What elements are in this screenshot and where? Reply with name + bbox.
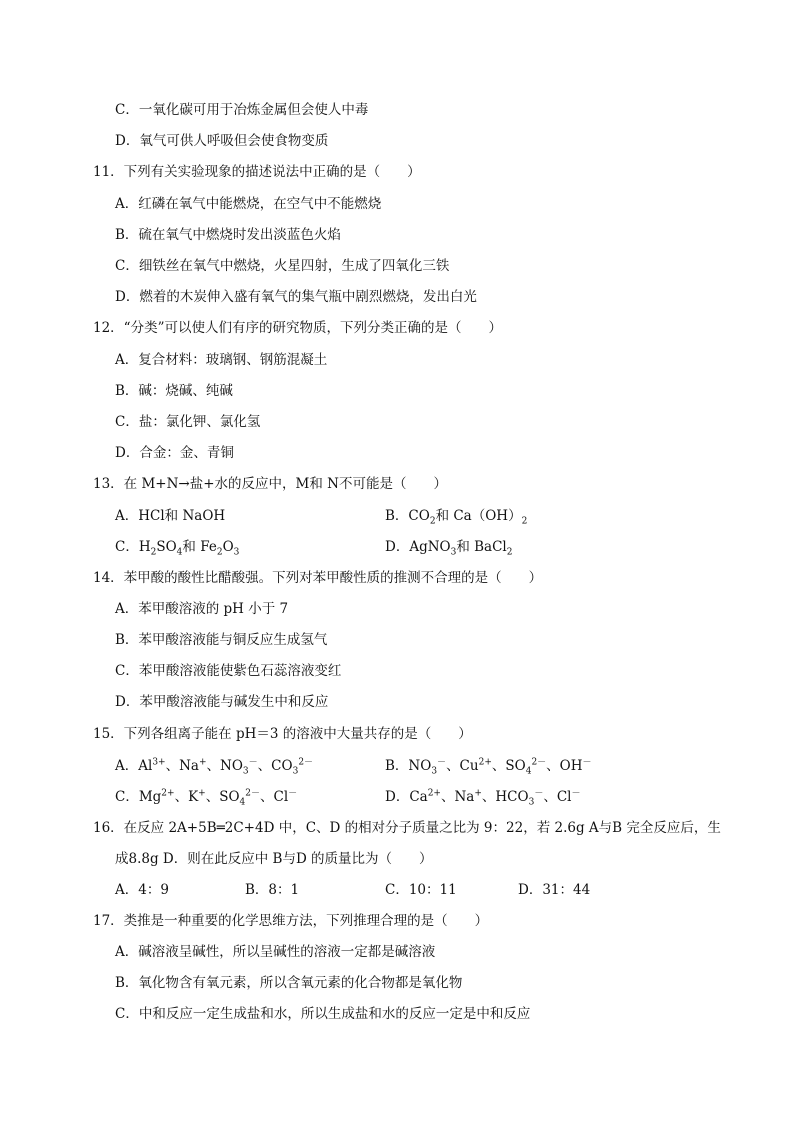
q14-option-c: C．苯甲酸溶液能使紫色石蕊溶液变红: [115, 663, 342, 679]
q16-option-b: B．8：1: [245, 882, 300, 898]
q14-option-a: A．苯甲酸溶液的 pH 小于 7: [115, 601, 289, 617]
q12-option-d: D．合金：金、青铜: [115, 445, 234, 461]
q11-option-d: D．燃着的木炭伸入盛有氧气的集气瓶中剧烈燃烧，发出白光: [115, 289, 477, 305]
q16-option-a: A．4：9: [115, 882, 169, 898]
q11-option-a: A．红磷在氧气中能燃烧，在空气中不能燃烧: [115, 196, 382, 212]
q17-stem: 17．类推是一种重要的化学思维方法，下列推理合理的是（ ）: [93, 913, 489, 929]
q13-option-d: D．AgNO$_3$和 BaCl$_2$: [385, 539, 513, 558]
q15-option-d: D．$Ca^{2+}$、Na+、$HCO_3^-$、Cl－: [385, 788, 581, 808]
q12-option-c: C．盐：氯化钾、氯化氢: [115, 414, 261, 430]
q15-option-c: C．$Mg^{2+}$、K+、$SO_4^{2-}$、Cl－: [115, 788, 298, 808]
q14-option-d: D．苯甲酸溶液能与碱发生中和反应: [115, 694, 329, 710]
q16-option-c: C．10：11: [385, 882, 457, 898]
q16-stem-line1: 16．在反应 2A+5B═2C+4D 中，C、D 的相对分子质量之比为 9：22，若 2.6g A与B 完全反应后，生: [93, 820, 721, 836]
q12-option-b: B．碱：烧碱、纯碱: [115, 383, 233, 399]
q15-option-a: A．$Al^{3+}$、Na+、$NO_3^-$、$CO_3^{2-}$: [115, 757, 314, 777]
q16-option-d: D．31：44: [518, 882, 591, 898]
q14-option-b: B．苯甲酸溶液能与铜反应生成氢气: [115, 632, 328, 648]
q13-stem: 13．在 M+N→盐+水的反应中，M和 N不可能是（ ）: [93, 476, 447, 492]
q15-stem: 15．下列各组离子能在 pH＝3 的溶液中大量共存的是（ ）: [93, 726, 472, 742]
q12-stem: 12．“分类”可以使人们有序的研究物质，下列分类正确的是（ ）: [93, 320, 502, 336]
q16-stem-line2: 成8.8g D．则在此反应中 B与D 的质量比为（ ）: [115, 851, 433, 867]
q11-stem: 11．下列有关实验现象的描述说法中正确的是（ ）: [93, 164, 421, 180]
q11-option-c: C．细铁丝在氧气中燃烧，火星四射，生成了四氧化三铁: [115, 258, 450, 274]
q10-option-d: D．氧气可供人呼吸但会使食物变质: [115, 133, 329, 149]
q15-option-b: B．$NO_3^-$、$Cu^{2+}$、$SO_4^{2-}$、OH－: [385, 757, 592, 777]
q17-option-b: B．氧化物含有氧元素，所以含氧元素的化合物都是氧化物: [115, 975, 463, 991]
q17-option-a: A．碱溶液呈碱性，所以呈碱性的溶液一定都是碱溶液: [115, 944, 436, 960]
q13-option-c: C．$H_2SO_4$和 $Fe_2O_3$: [115, 539, 240, 558]
q14-stem: 14．苯甲酸的酸性比醋酸强。下列对苯甲酸性质的推测不合理的是（ ）: [93, 570, 543, 586]
q13-option-b: B．$CO_2$和 $Ca(OH)_2$: [385, 508, 528, 527]
q12-option-a: A．复合材料：玻璃钢、钢筋混凝土: [115, 352, 328, 368]
q13-option-a: A．HCl和 NaOH: [115, 508, 226, 524]
q17-option-c: C．中和反应一定生成盐和水，所以生成盐和水的反应一定是中和反应: [115, 1006, 531, 1022]
q10-option-c: C．一氧化碳可用于冶炼金属但会使人中毒: [115, 102, 369, 118]
q11-option-b: B．硫在氧气中燃烧时发出淡蓝色火焰: [115, 227, 341, 243]
